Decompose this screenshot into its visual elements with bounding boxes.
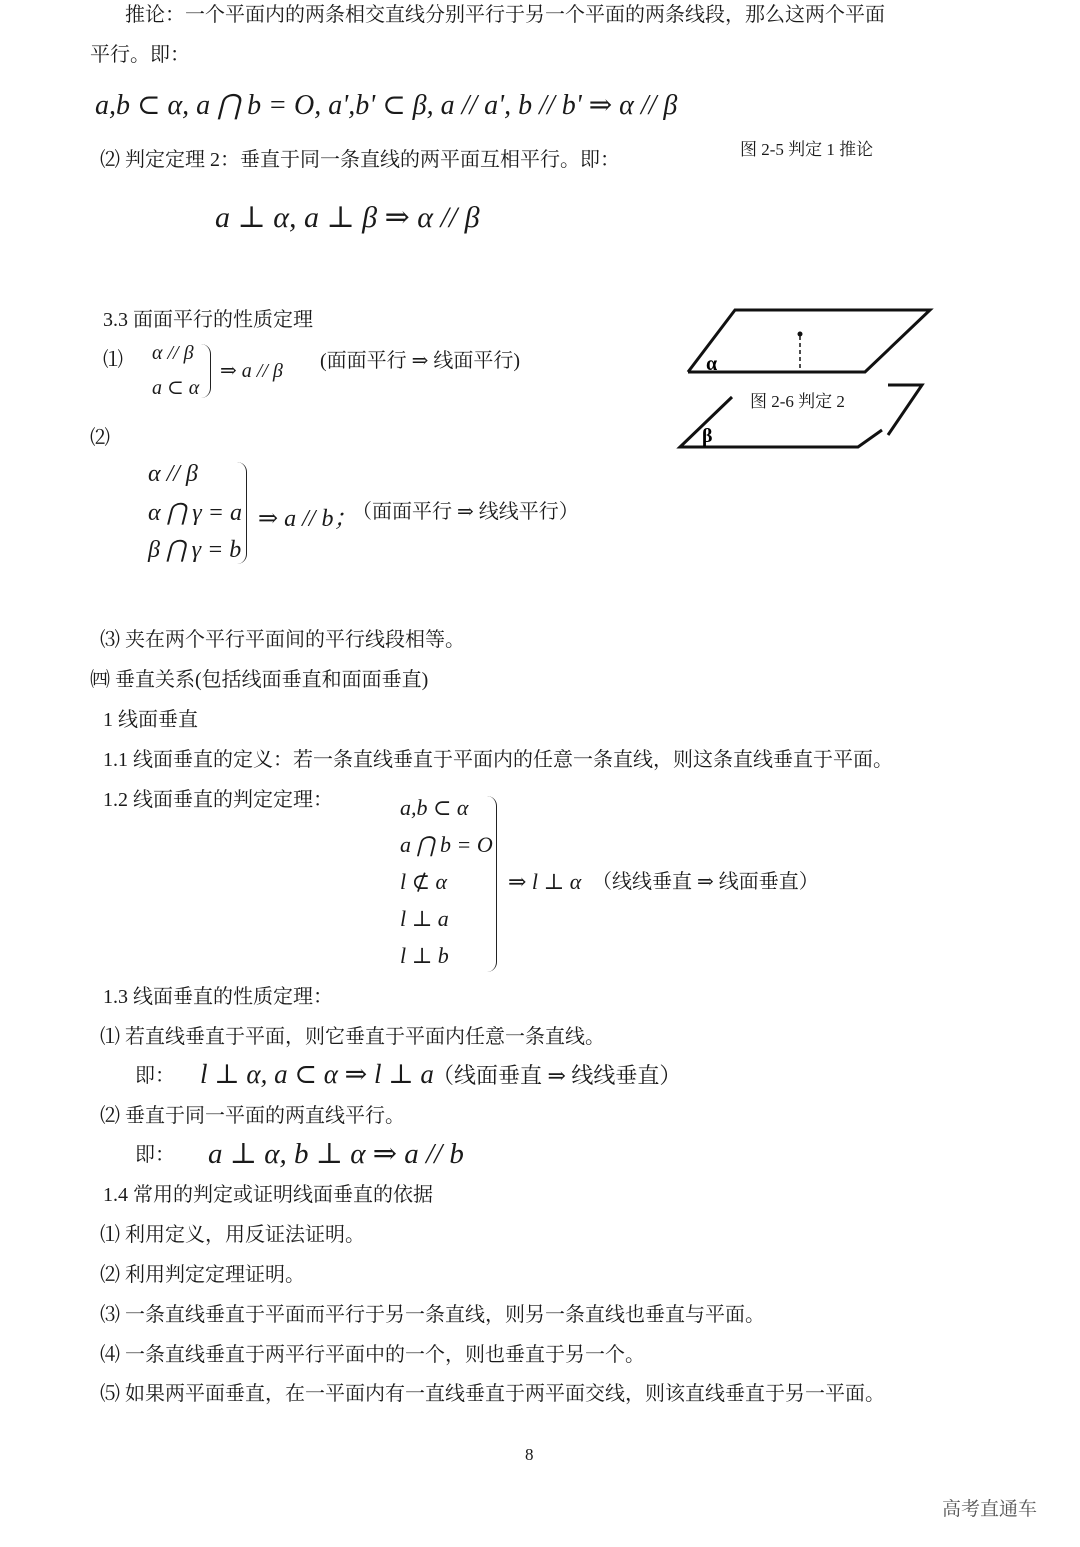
theorem-1-3-title: 1.3 线面垂直的性质定理： [103, 986, 333, 1008]
item1-ji: 即： [135, 1065, 175, 1087]
theorem-1-3-item2: ⑵ 垂直于同一平面的两直线平行。 [100, 1105, 405, 1127]
watermark: 高考直通车 [942, 1498, 1038, 1520]
item1-result: ⇒ a // β [220, 360, 283, 382]
section-4-title: ㈣ 垂直关系(包括线面垂直和面面垂直) [90, 669, 429, 691]
theorem-1-2-brace [486, 796, 497, 972]
item2-label: ⑵ [90, 427, 110, 449]
basis-item: ⑴ 利用定义，用反证法证明。 [100, 1224, 365, 1246]
item2-result: ⇒ a // b； [258, 506, 358, 532]
item2-cond2: α ⋂ γ = a [148, 500, 242, 526]
item2-note: （面面平行 ⇒ 线线平行） [352, 501, 579, 523]
label-beta: β [702, 425, 713, 447]
cond-2: a ⋂ b = O [400, 832, 493, 857]
corollary-formula: a,b ⊂ α, a ⋂ b = O, a',b' ⊂ β, a // a', b // b' ⇒ α // β [95, 90, 678, 121]
point [798, 332, 803, 337]
item1-brace [200, 344, 211, 398]
item1-note: (面面平行 ⇒ 线面平行) [320, 350, 521, 372]
label-alpha: α [706, 353, 718, 375]
figure-2-6-caption: 图 2-6 判定 2 [750, 392, 845, 411]
item1-note: （线面垂直 ⇒ 线线垂直） [432, 1063, 682, 1088]
theorem2-text: ⑵ 判定定理 2：垂直于同一条直线的两平面互相平行。即： [100, 149, 620, 171]
theorem-1-3-item1: ⑴ 若直线垂直于平面，则它垂直于平面内任意一条直线。 [100, 1026, 605, 1048]
basis-item: ⑵ 利用判定定理证明。 [100, 1264, 305, 1286]
item2-brace [236, 462, 247, 564]
basis-item: ⑸ 如果两平面垂直，在一平面内有一直线垂直于两平面交线，则该直线垂直于另一平面。 [100, 1383, 885, 1405]
definition-1-1: 1.1 线面垂直的定义：若一条直线垂直于平面内的任意一条直线，则这条直线垂直于平面。 [103, 749, 893, 771]
corollary-line2: 平行。即： [90, 44, 190, 66]
basis-item: ⑶ 一条直线垂直于平面而平行于另一条直线，则另一条直线也垂直与平面。 [100, 1304, 765, 1326]
figure-2-5-caption: 图 2-5 判定 1 推论 [740, 140, 874, 159]
item1-label: ⑴ [103, 349, 123, 371]
item1-cond1: α // β [152, 342, 194, 364]
corollary-line1: 推论：一个平面内的两条相交直线分别平行于另一个平面的两条线段，那么这两个平面 [125, 4, 885, 26]
item2-ji: 即： [135, 1144, 175, 1166]
page-number: 8 [525, 1445, 534, 1464]
theorem2-formula: a ⊥ α, a ⊥ β ⇒ α // β [215, 201, 480, 234]
section-3-3-title: 3.3 面面平行的性质定理 [103, 309, 313, 331]
theorem-1-2-note: （线线垂直 ⇒ 线面垂直） [592, 871, 819, 893]
basis-1-4-title: 1.4 常用的判定或证明线面垂直的依据 [103, 1184, 433, 1206]
item1-formula: l ⊥ α, a ⊂ α ⇒ l ⊥ a [200, 1059, 434, 1089]
theorem-1-2-result: ⇒ l ⊥ α [508, 869, 582, 894]
sub1-title: 1 线面垂直 [103, 709, 198, 731]
item2-cond3: β ⋂ γ = b [148, 537, 242, 563]
plane-alpha [688, 310, 930, 372]
figure-2-6-diagram [670, 300, 950, 460]
cond-3: l ⊄ α [400, 869, 448, 894]
plane-beta-edge-right [888, 385, 922, 435]
cond-5: l ⊥ b [400, 943, 449, 968]
item2-cond1: α // β [148, 461, 198, 487]
item2-formula: a ⊥ α, b ⊥ α ⇒ a // b [208, 1138, 464, 1170]
item1-cond2: a ⊂ α [152, 377, 200, 399]
cond-1: a,b ⊂ α [400, 795, 469, 820]
item3: ⑶ 夹在两个平行平面间的平行线段相等。 [100, 629, 465, 651]
theorem-1-2-title: 1.2 线面垂直的判定定理： [103, 789, 333, 811]
cond-4: l ⊥ a [400, 906, 449, 931]
basis-item: ⑷ 一条直线垂直于两平行平面中的一个，则也垂直于另一个。 [100, 1344, 645, 1366]
